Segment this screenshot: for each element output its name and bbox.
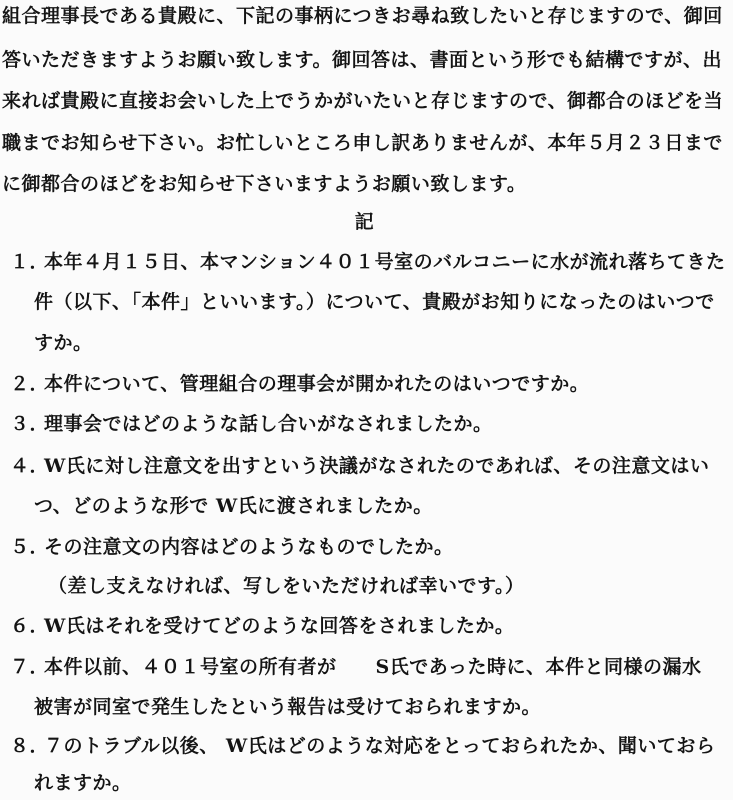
intro-line: 組合理事長である貴殿に、下記の事柄につきお尋ね致したいと存じますので、御回: [2, 5, 723, 27]
item-number: ６．: [10, 615, 50, 637]
item-number: ７．: [10, 656, 50, 678]
item-text-continued: つ、どのような形で W氏に渡されましたか。: [34, 495, 433, 517]
list-item: [10, 535, 454, 559]
item-text: その注意文の内容はどのようなものでしたか。: [44, 536, 454, 558]
item-number: ３．: [10, 413, 50, 435]
item-text: 本年４月１５日、本マンション４０１号室のバルコニーに水が流れ落ちてきた: [44, 251, 726, 273]
list-item: [10, 372, 589, 396]
item-text: 本件以前、４０１号室の所有者が S氏であった時に、本件と同様の漏水: [44, 656, 702, 678]
item-text: ７のトラブル以後、 W氏はどのような対応をとっておられたか、聞いておら: [44, 735, 716, 757]
item-number: １．: [10, 251, 50, 273]
item-number: ８．: [10, 735, 50, 757]
section-heading: 記: [354, 211, 375, 233]
intro-line: 答いただきますようお願い致します。御回答は、書面という形でも結構ですが、出: [2, 49, 722, 71]
item-text-continued: れますか。: [34, 772, 132, 794]
list-item: [10, 734, 715, 758]
item-number: ２．: [10, 373, 50, 395]
item-text-continued: 件（以下、「本件」といいます。）について、貴殿がお知りになったのはいつで: [34, 291, 715, 313]
item-text-continued: 被害が同室で発生したという報告は受けておられますか。: [34, 696, 542, 718]
item-text: 理事会ではどのような話し合いがなされましたか。: [44, 413, 493, 435]
list-item: [10, 250, 725, 274]
list-item: [10, 655, 702, 679]
list-item: [10, 614, 514, 638]
item-text: 本件について、管理組合の理事会が開かれたのはいつですか。: [44, 373, 590, 395]
item-number: ５．: [10, 536, 50, 558]
intro-line: に御都合のほどをお知らせ下さいますようお願い致します。: [2, 173, 527, 195]
list-item: [10, 454, 709, 478]
item-text: W氏はそれを受けてどのような回答をされましたか。: [44, 615, 515, 637]
item-text-continued: すか。: [34, 332, 93, 354]
intro-line: 来れば貴殿に直接お会いした上でうかがいたいと存じますので、御都合のほどを当: [2, 90, 724, 112]
intro-line: 職までお知らせ下さい。お忙しいところ申し訳ありませんが、本年５月２３日まで: [2, 132, 723, 154]
list-item: [10, 412, 493, 436]
item-number: ４．: [10, 455, 50, 477]
item-note: （差し支えなければ、写しをいただければ幸いです。）: [48, 575, 525, 597]
item-text: W氏に対し注意文を出すという決議がなされたのであれば、その注意文はい: [44, 455, 710, 477]
